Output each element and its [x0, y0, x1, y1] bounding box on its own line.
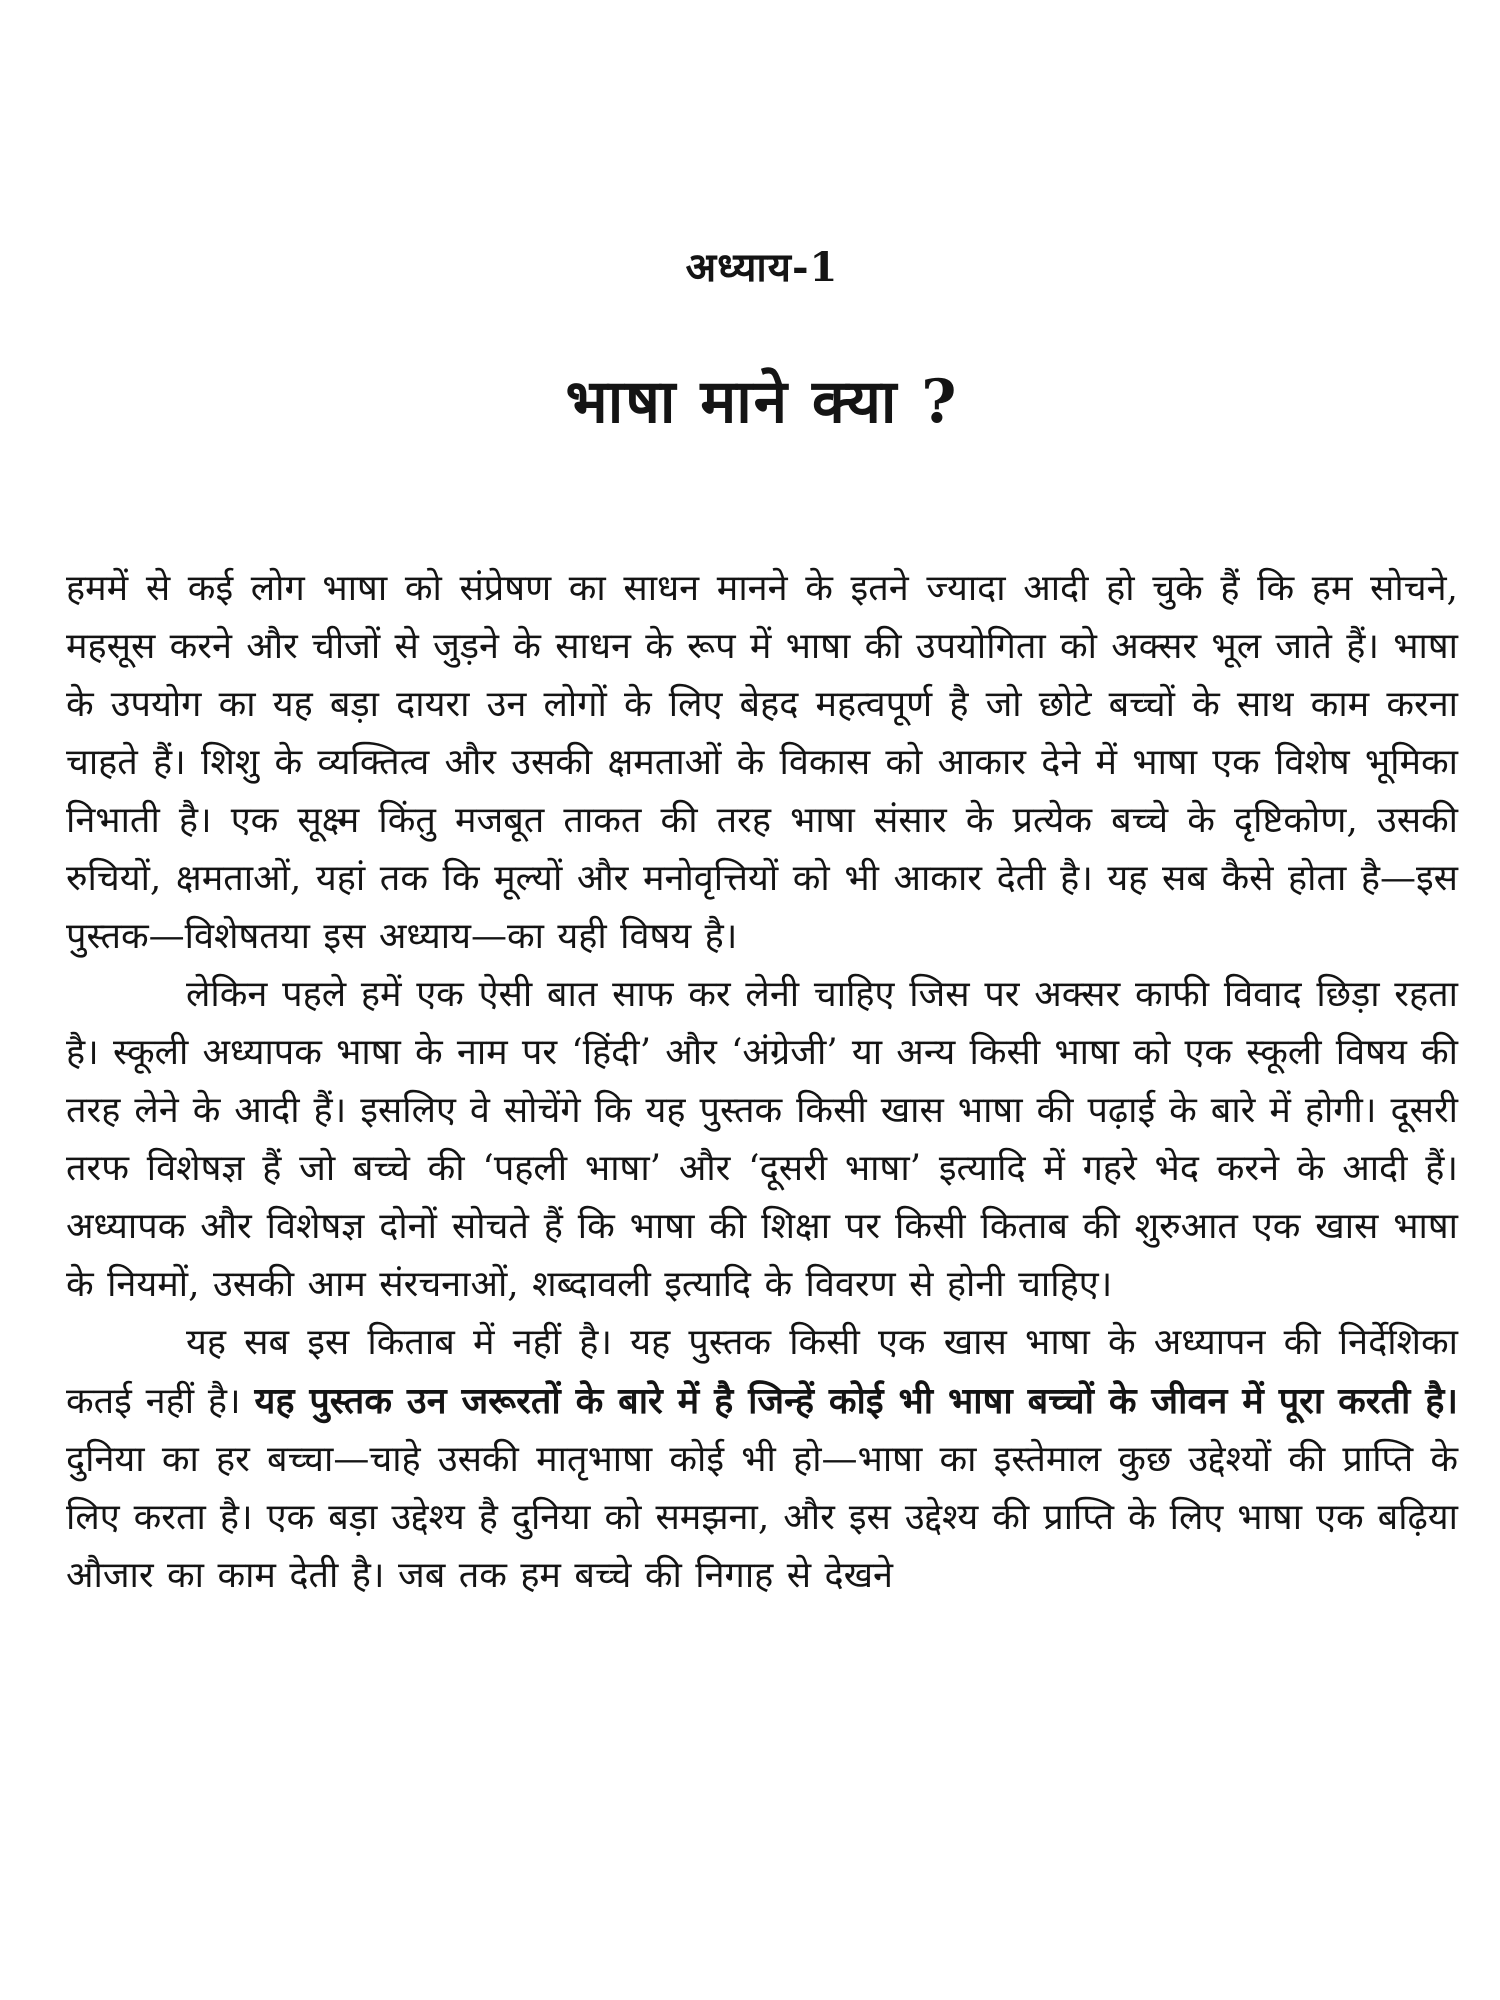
chapter-title: भाषा माने क्या ? — [565, 367, 959, 437]
paragraph-1: हममें से कई लोग भाषा को संप्रेषण का साधन मानने के इतने ज्यादा आदी हो चुके हैं कि हम सोचने, महसूस करने और चीजों से जुड़ने के साधन के रूप में भाषा की उपयोगिता को अक्सर भूल जाते हैं। भाषा के उपयोग का यह बड़ा दायरा उन लोगों के लिए बेहद महत्वपूर्ण है जो छोटे बच्चों के साथ काम करना चाहते हैं। शिशु के व्यक्तित्व और उसकी क्षमताओं के विकास को आकार देने में भाषा एक विशेष भूमिका निभाती है। एक सूक्ष्म किंतु मजबूत ताकत की तरह भाषा संसार के प्रत्येक बच्चे के दृष्टिकोण, उसकी रुचियों, क्षमताओं, यहां तक कि मूल्यों और मनोवृत्तियों को भी आकार देती है। यह सब कैसे होता है—इस पुस्तक—विशेषतया इस अध्याय—का यही विषय है। — [66, 568, 1458, 957]
body-text — [66, 560, 1458, 1605]
paragraph-3 — [66, 1314, 1458, 1605]
book-page — [66, 0, 1458, 2000]
paragraph-3-bold-statement: यह पुस्तक उन जरूरतों के बारे में है जिन्हें कोई भी भाषा बच्चों के जीवन में पूरा करती है। — [254, 1380, 1458, 1422]
paragraph-2: लेकिन पहले हमें एक ऐसी बात साफ कर लेनी चाहिए जिस पर अक्सर काफी विवाद छिड़ा रहता है। स्कूली अध्यापक भाषा के नाम पर ‘हिंदी’ और ‘अंग्रेजी’ या अन्य किसी भाषा को एक स्कूली विषय की तरह लेने के आदी हैं। इसलिए वे सोचेंगे कि यह पुस्तक किसी खास भाषा की पढ़ाई के बारे में होगी। दूसरी तरफ विशेषज्ञ हैं जो बच्चे की ‘पहली भाषा’ और ‘दूसरी भाषा’ इत्यादि में गहरे भेद करने के आदी हैं। अध्यापक और विशेषज्ञ दोनों सोचते हैं कि भाषा की शिक्षा पर किसी किताब की शुरुआत एक खास भाषा के नियमों, उसकी आम संरचनाओं, शब्दावली इत्यादि के विवरण से होनी चाहिए। — [66, 974, 1458, 1305]
chapter-label: अध्याय-1 — [685, 244, 839, 291]
paragraph-3-continuation: दुनिया का हर बच्चा—चाहे उसकी मातृभाषा कोई भी हो—भाषा का इस्तेमाल कुछ उद्देश्यों की प्राप्ति के लिए करता है। एक बड़ा उद्देश्य है दुनिया को समझना, और इस उद्देश्य की प्राप्ति के लिए भाषा एक बढ़िया औजार का काम देती है। जब तक हम बच्चे की निगाह से देखने — [66, 1439, 1458, 1596]
paragraph-3-intro: यह सब इस किताब में नहीं है। यह पुस्तक किसी एक खास भाषा के अध्यापन की निर्देशिका कतई नहीं है। — [66, 1322, 1458, 1422]
